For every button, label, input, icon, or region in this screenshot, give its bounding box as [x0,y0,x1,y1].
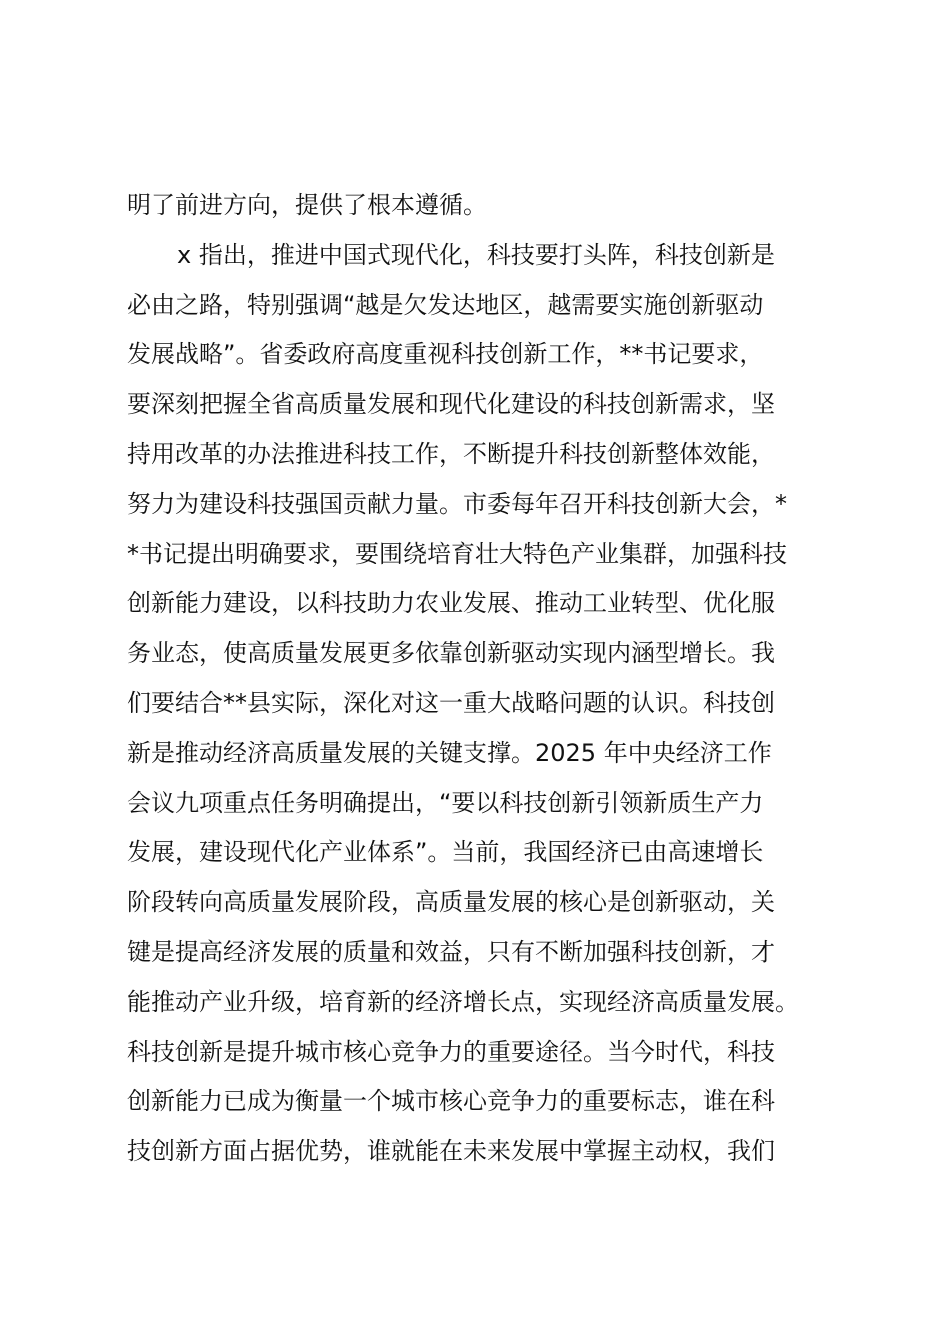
text-line: 发展，建设现代化产业体系”。当前，我国经济已由高速增长 [127,838,764,867]
text-line: 创新能力已成为衡量一个城市核心竞争力的重要标志，谁在科 [127,1087,775,1116]
text-line: 要深刻把握全省高质量发展和现代化建设的科技创新需求，坚 [127,390,775,419]
text-line: 必由之路，特别强调“越是欠发达地区，越需要实施创新驱动 [127,290,764,319]
text-line: 能推动产业升级，培育新的经济增长点，实现经济高质量发展。 [127,987,799,1016]
text-line: 技创新方面占据优势，谁就能在未来发展中掌握主动权，我们 [127,1137,775,1166]
body-text [127,181,837,1177]
text-line: 努力为建设科技强国贡献力量。市委每年召开科技创新大会，* [127,489,787,518]
text-line: 创新能力建设，以科技助力农业发展、推动工业转型、优化服 [127,589,775,618]
text-line: 们要结合**县实际，深化对这一重大战略问题的认识。科技创 [127,688,775,717]
text-line: 阶段转向高质量发展阶段，高质量发展的核心是创新驱动，关 [127,888,775,917]
text-line: 发展战略”。省委政府高度重视科技创新工作，**书记要求， [127,340,764,369]
text-line: 科技创新是提升城市核心竞争力的重要途径。当今时代，科技 [127,1037,775,1066]
text-line: 新是推动经济高质量发展的关键支撑。2025 年中央经济工作 [127,738,772,767]
text-line: x 指出，推进中国式现代化，科技要打头阵，科技创新是 [177,240,775,269]
text-line: 持用改革的办法推进科技工作，不断提升科技创新整体效能， [127,439,775,468]
text-line: *书记提出明确要求，要围绕培育壮大特色产业集群，加强科技 [127,539,787,568]
text-line: 会议九项重点任务明确提出，“要以科技创新引领新质生产力 [127,788,764,817]
text-line: 明了前进方向，提供了根本遵循。 [127,191,487,219]
text-line: 键是提高经济发展的质量和效益，只有不断加强科技创新，才 [127,937,775,966]
text-line: 务业态，使高质量发展更多依靠创新驱动实现内涵型增长。我 [127,639,775,668]
